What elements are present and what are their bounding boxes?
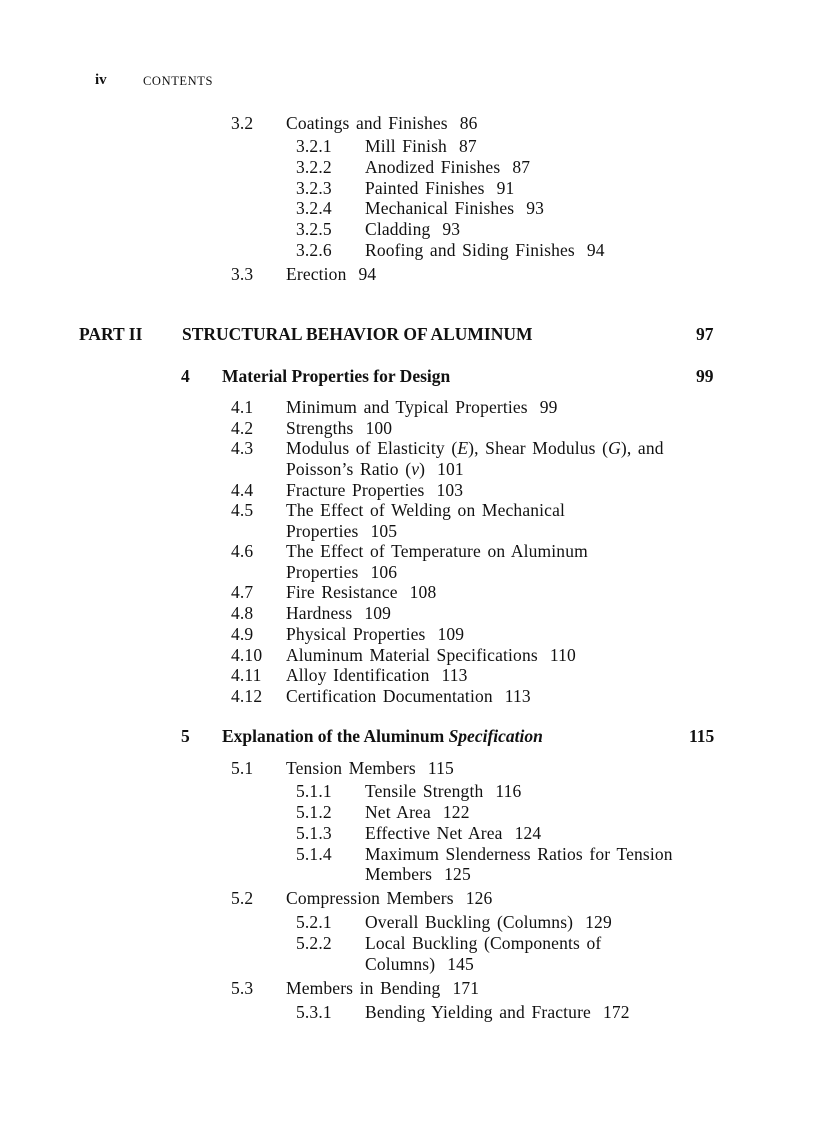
toc-entry-page: 122	[442, 802, 470, 822]
toc-entry-number: 5.1	[231, 758, 254, 778]
toc-subentry[interactable]	[365, 178, 514, 199]
toc-entry[interactable]	[286, 686, 531, 707]
toc-entry-title: Effective Net Area	[365, 823, 503, 843]
toc-subentry-continuation[interactable]	[365, 954, 474, 975]
toc-subentry-number: 5.1.1	[296, 781, 332, 801]
toc-entry-page: 91	[496, 178, 515, 198]
toc-entry-title: Mechanical Finishes	[365, 198, 515, 218]
toc-entry-number: 5.2	[231, 888, 254, 908]
toc-entry-title: Certification Documentation	[286, 686, 493, 706]
toc-entry[interactable]	[286, 418, 392, 439]
toc-subentry-number: 3.2.6	[296, 240, 332, 260]
toc-entry-page: 94	[358, 264, 377, 284]
toc-entry[interactable]	[286, 582, 436, 603]
toc-entry-page: 93	[442, 219, 461, 239]
toc-entry-title: Properties	[286, 521, 359, 541]
toc-entry-page: 109	[437, 624, 465, 644]
part-label: PART II	[79, 324, 143, 344]
toc-entry-page: 129	[585, 912, 612, 932]
toc-entry-title: Coatings and Finishes	[286, 113, 448, 133]
toc-entry-number: 4.3	[231, 438, 254, 458]
toc-entry-number: 4.8	[231, 603, 254, 623]
chapter-title[interactable]: Material Properties for Design	[222, 366, 451, 386]
chapter-page: 115	[689, 726, 715, 746]
part-title[interactable]: STRUCTURAL BEHAVIOR OF ALUMINUM	[182, 324, 533, 344]
toc-entry-page: 106	[370, 562, 398, 582]
toc-entry-page: 103	[436, 480, 464, 500]
toc-entry-title: Physical Properties	[286, 624, 426, 644]
toc-entry-page: 113	[504, 686, 531, 706]
toc-entry-title: Aluminum Material Specifications	[286, 645, 538, 665]
toc-entry-title-part: Poisson’s Ratio (	[286, 459, 412, 479]
toc-entry-page: 115	[427, 758, 454, 778]
toc-entry-page: 86	[459, 113, 478, 133]
toc-entry-page: 87	[458, 136, 477, 156]
toc-entry-title: Properties	[286, 562, 359, 582]
toc-subentry-number: 5.2.2	[296, 933, 332, 953]
toc-subentry-number: 3.2.4	[296, 198, 332, 218]
toc-subentry[interactable]	[365, 802, 470, 823]
toc-entry-page: 126	[465, 888, 493, 908]
toc-entry-page: 116	[495, 781, 522, 801]
toc-entry-page: 171	[452, 978, 480, 998]
toc-entry-page: 105	[370, 521, 398, 541]
toc-entry[interactable]	[286, 113, 478, 134]
toc-entry[interactable]	[286, 264, 376, 285]
toc-subentry[interactable]: Local Buckling (Components of	[365, 933, 602, 953]
toc-entry-title: Bending Yielding and Fracture	[365, 1002, 591, 1022]
toc-subentry-number: 3.2.1	[296, 136, 332, 156]
toc-entry-number: 4.1	[231, 397, 254, 417]
toc-entry-number: 4.12	[231, 686, 263, 706]
toc-entry-page: 101	[437, 459, 464, 479]
toc-entry-title: Anodized Finishes	[365, 157, 501, 177]
running-head-title: CONTENTS	[143, 74, 214, 88]
toc-subentry[interactable]	[365, 157, 530, 178]
toc-entry-title: Mill Finish	[365, 136, 447, 156]
toc-subentry[interactable]	[365, 136, 477, 157]
toc-subentry[interactable]	[365, 198, 544, 219]
toc-entry[interactable]	[286, 645, 576, 666]
symbol-nu: ν	[411, 459, 420, 479]
toc-entry-number: 4.4	[231, 480, 254, 500]
symbol-g: G	[608, 438, 621, 458]
toc-subentry-number: 5.3.1	[296, 1002, 332, 1022]
toc-entry-page: 110	[549, 645, 576, 665]
toc-entry-title: Tensile Strength	[365, 781, 484, 801]
toc-entry[interactable]: The Effect of Temperature on Aluminum	[286, 541, 588, 561]
toc-entry-title: Cladding	[365, 219, 431, 239]
toc-entry-title-part: ), and	[620, 438, 664, 458]
toc-entry-number: 3.3	[231, 264, 254, 284]
toc-entry-page: 145	[447, 954, 474, 974]
part-page: 97	[696, 324, 714, 344]
chapter-number: 5	[181, 726, 190, 746]
toc-entry-title: Fire Resistance	[286, 582, 398, 602]
chapter-page: 99	[696, 366, 714, 386]
toc-entry-title: Fracture Properties	[286, 480, 425, 500]
toc-entry-title-part: )	[419, 459, 426, 479]
running-head-page-number: iv	[95, 72, 107, 88]
toc-entry-page: 113	[441, 665, 468, 685]
toc-entry-page: 93	[526, 198, 545, 218]
toc-entry[interactable]	[286, 603, 391, 624]
toc-entry-number: 4.6	[231, 541, 254, 561]
toc-entry[interactable]: The Effect of Welding on Mechanical	[286, 500, 565, 520]
toc-entry[interactable]	[286, 438, 664, 459]
toc-entry-page: 124	[514, 823, 542, 843]
toc-subentry-number: 3.2.2	[296, 157, 332, 177]
toc-entry-page: 87	[512, 157, 531, 177]
toc-entry[interactable]	[286, 665, 468, 686]
toc-entry-title-part: Modulus of Elasticity (	[286, 438, 458, 458]
toc-entry-number: 3.2	[231, 113, 254, 133]
toc-entry-number: 4.2	[231, 418, 254, 438]
toc-subentry[interactable]	[365, 781, 521, 802]
toc-entry-title: Members	[365, 864, 433, 884]
toc-entry-title: Tension Members	[286, 758, 416, 778]
toc-subentry-number: 5.1.2	[296, 802, 332, 822]
toc-entry-number: 4.7	[231, 582, 254, 602]
toc-entry-number: 4.11	[231, 665, 262, 685]
toc-entry-title: Roofing and Siding Finishes	[365, 240, 575, 260]
toc-entry-title: Net Area	[365, 802, 431, 822]
toc-entry-page: 125	[444, 864, 471, 884]
toc-subentry-number: 3.2.3	[296, 178, 332, 198]
toc-entry-page: 109	[364, 603, 392, 623]
toc-entry[interactable]	[286, 758, 454, 779]
toc-subentry-number: 5.1.4	[296, 844, 332, 864]
toc-entry-page: 172	[602, 1002, 630, 1022]
toc-entry-page: 94	[586, 240, 605, 260]
toc-entry-title: Minimum and Typical Properties	[286, 397, 528, 417]
toc-subentry[interactable]: Maximum Slenderness Ratios for Tension	[365, 844, 673, 864]
toc-entry-title: Overall Buckling (Columns)	[365, 912, 574, 932]
toc-entry-title: Columns)	[365, 954, 436, 974]
toc-entry-title: Erection	[286, 264, 347, 284]
toc-entry-number: 4.10	[231, 645, 263, 665]
toc-subentry[interactable]	[365, 1002, 630, 1023]
toc-entry-title: Strengths	[286, 418, 354, 438]
toc-subentry-number: 3.2.5	[296, 219, 332, 239]
toc-entry-page: 100	[365, 418, 393, 438]
toc-entry-title: Compression Members	[286, 888, 454, 908]
toc-entry-title: Members in Bending	[286, 978, 441, 998]
toc-entry-continuation[interactable]	[286, 459, 464, 480]
toc-subentry[interactable]	[365, 219, 460, 240]
toc-entry[interactable]	[286, 978, 479, 999]
toc-entry-title: Painted Finishes	[365, 178, 485, 198]
toc-subentry-number: 5.1.3	[296, 823, 332, 843]
toc-subentry[interactable]	[365, 823, 541, 844]
toc-entry-number: 5.3	[231, 978, 254, 998]
toc-entry[interactable]	[286, 624, 464, 645]
toc-entry-number: 4.9	[231, 624, 254, 644]
symbol-e: E	[457, 438, 469, 458]
toc-entry[interactable]	[286, 480, 463, 501]
chapter-title[interactable]	[222, 726, 543, 747]
toc-entry-continuation[interactable]	[286, 521, 397, 542]
toc-subentry-number: 5.2.1	[296, 912, 332, 932]
toc-entry[interactable]	[286, 397, 558, 418]
toc-entry-page: 99	[539, 397, 558, 417]
toc-entry-title: Hardness	[286, 603, 353, 623]
toc-subentry[interactable]	[365, 912, 612, 933]
chapter-number: 4	[181, 366, 190, 386]
toc-entry-continuation[interactable]	[286, 562, 397, 583]
chapter-title-italic: Specification	[448, 726, 543, 746]
toc-subentry[interactable]	[365, 240, 605, 261]
toc-entry-number: 4.5	[231, 500, 254, 520]
toc-entry[interactable]	[286, 888, 492, 909]
toc-entry-page: 108	[409, 582, 437, 602]
toc-subentry-continuation[interactable]	[365, 864, 471, 885]
toc-entry-title: Alloy Identification	[286, 665, 430, 685]
toc-entry-title-part: ), Shear Modulus (	[468, 438, 609, 458]
chapter-title-part: Explanation of the Aluminum	[222, 726, 449, 746]
